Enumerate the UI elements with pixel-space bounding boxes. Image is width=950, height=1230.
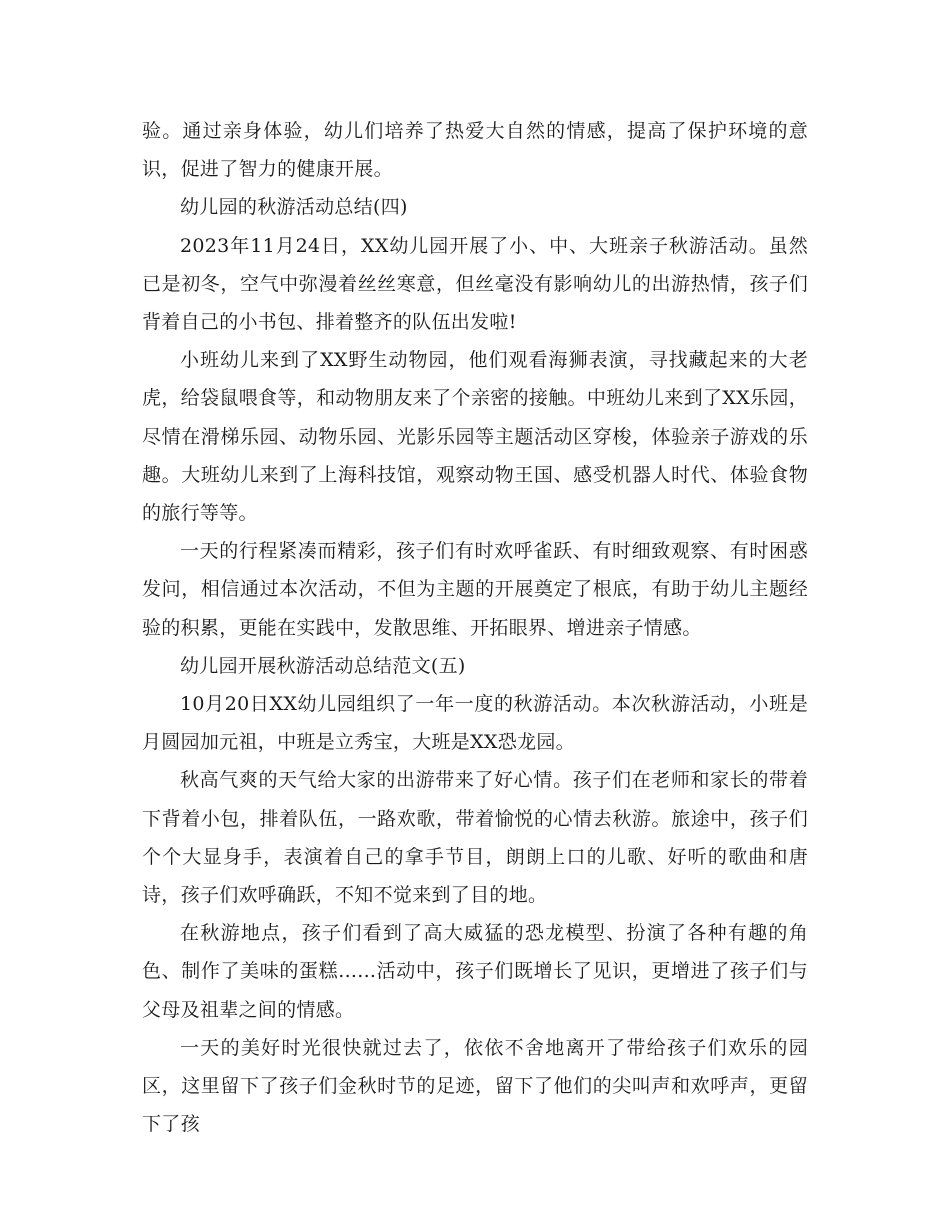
paragraph: 在秋游地点，孩子们看到了高大威猛的恐龙模型、扮演了各种有趣的角色、制作了美味的蛋糕......活动中，孩子们既增长了见识，更增进了孩子们与父母及祖辈之间的情感。 (142, 922, 808, 1021)
paragraph-continuation: 验。通过亲身体验，幼儿们培养了热爱大自然的情感，提高了保护环境的意识，促进了智力的健康开展。 (142, 120, 808, 181)
section-heading-5: 幼儿园开展秋游活动总结范文(五) (180, 654, 466, 677)
paragraph: 小班幼儿来到了XX野生动物园，他们观看海狮表演，寻找藏起来的大老虎，给袋鼠喂食等，和动物朋友来了个亲密的接触。中班幼儿来到了XX乐园，尽情在滑梯乐园、动物乐园、光影乐园等主题活动区穿梭，体验亲子游戏的乐趣。大班幼儿来到了上海科技馆，观察动物王国、感受机器人时代、体验食物的旅行等等。 (142, 349, 808, 525)
paragraph: 10月20日XX幼儿园组织了一年一度的秋游活动。本次秋游活动，小班是月圆园加元祖，中班是立秀宝，大班是XX恐龙园。 (142, 693, 808, 754)
section-heading-4: 幼儿园的秋游活动总结(四) (180, 196, 408, 219)
paragraph: 一天的美好时光很快就过去了，依依不舍地离开了带给孩子们欢乐的园区，这里留下了孩子们金秋时节的足迹，留下了他们的尖叫声和欢呼声，更留下了孩 (142, 1036, 808, 1136)
paragraph: 2023年11月24日，XX幼儿园开展了小、中、大班亲子秋游活动。虽然已是初冬，空气中弥漫着丝丝寒意，但丝毫没有影响幼儿的出游热情，孩子们背着自己的小书包、排着整齐的队伍出发啦! (142, 234, 808, 334)
paragraph: 秋高气爽的天气给大家的出游带来了好心情。孩子们在老师和家长的带着下背着小包，排着队伍，一路欢歌，带着愉悦的心情去秋游。旅途中，孩子们个个大显身手，表演着自己的拿手节目，朗朗上口的儿歌、好听的歌曲和唐诗，孩子们欢呼确跃，不知不觉来到了目的地。 (142, 769, 808, 907)
paragraph: 一天的行程紧凑而精彩，孩子们有时欢呼雀跃、有时细致观察、有时困惑发问，相信通过本次活动，不但为主题的开展奠定了根底，有助于幼儿主题经验的积累，更能在实践中，发散思维、开拓眼界、增进亲子情感。 (142, 540, 808, 639)
document-body (142, 112, 808, 1143)
